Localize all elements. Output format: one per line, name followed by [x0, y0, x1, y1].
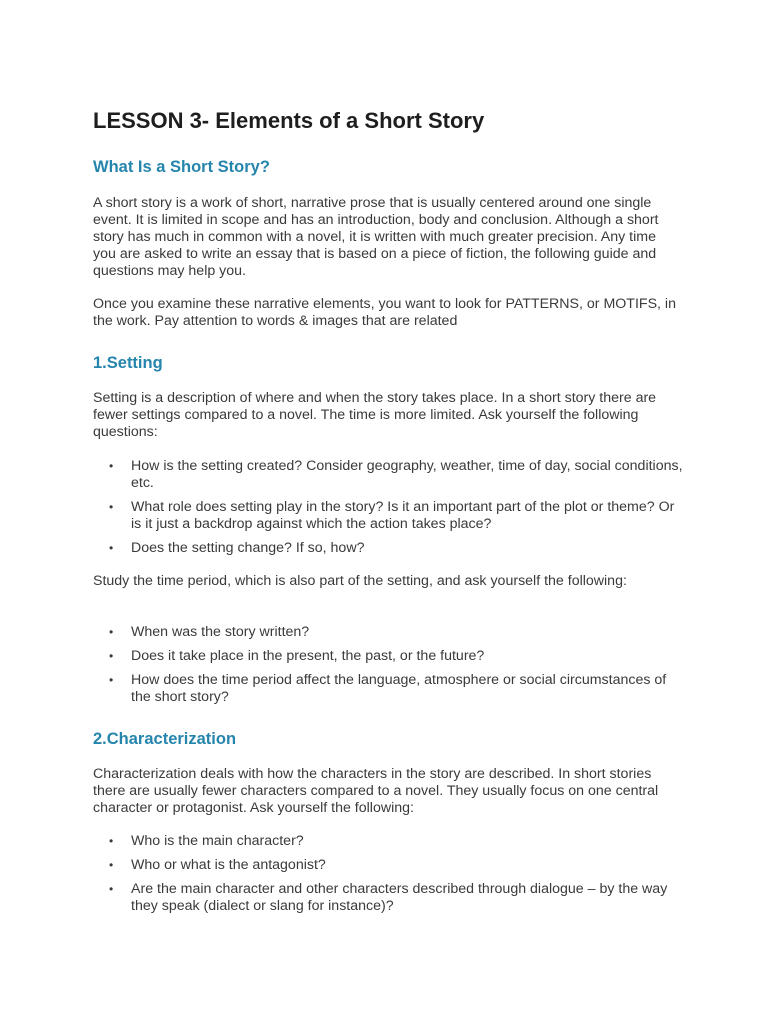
setting-paragraph-1: Setting is a description of where and when the story takes place. In a short story there are fewer settings compared to a novel. The time is more limited. Ask yourself the following questions: [93, 390, 657, 440]
section-heading-setting: 1.Setting [93, 354, 163, 372]
bullet-icon: • [109, 882, 114, 896]
list-item-text: How does the time period affect the language, atmosphere or social circumstances of the short story? [131, 672, 667, 705]
setting-questions-list [93, 458, 683, 564]
time-period-questions-list [93, 624, 683, 713]
lesson-title: LESSON 3- Elements of a Short Story [93, 108, 485, 133]
list-item [93, 624, 683, 641]
list-item-text: Does it take place in the present, the past, or the future? [131, 648, 485, 664]
list-item [93, 857, 683, 874]
list-item-text: Who is the main character? [131, 833, 304, 849]
list-item-text: How is the setting created? Consider geography, weather, time of day, social conditions, etc. [131, 458, 683, 491]
list-item [93, 499, 683, 533]
bullet-icon: • [109, 673, 114, 687]
list-item-text: Does the setting change? If so, how? [131, 540, 365, 556]
list-item-text: What role does setting play in the story? Is it an important part of the plot or theme? Or is it just a backdrop against which the action takes place? [131, 499, 675, 532]
section-heading-characterization: 2.Characterization [93, 730, 237, 748]
list-item-text: When was the story written? [131, 624, 310, 640]
characterization-questions-list [93, 833, 683, 922]
list-item-text: Are the main character and other characters described through dialogue – by the way they speak (dialect or slang for instance)? [131, 881, 668, 914]
list-item [93, 881, 683, 915]
bullet-icon: • [109, 858, 114, 872]
intro-paragraph-1: A short story is a work of short, narrative prose that is usually centered around one single event. It is limited in scope and has an introduction, body and conclusion. Although a short story has much in common with a novel, it is written with much greater precision. Any time you are asked to write an essay that is based on a piece of fiction, the following guide and questions may help you. [93, 195, 659, 279]
list-item [93, 833, 683, 850]
bullet-icon: • [109, 625, 114, 639]
bullet-icon: • [109, 500, 114, 514]
section-heading-what-is-short-story: What Is a Short Story? [93, 158, 270, 176]
list-item [93, 540, 683, 557]
list-item [93, 672, 683, 706]
bullet-icon: • [109, 459, 114, 473]
list-item [93, 458, 683, 492]
list-item-text: Who or what is the antagonist? [131, 857, 326, 873]
bullet-icon: • [109, 834, 114, 848]
intro-paragraph-2: Once you examine these narrative elements, you want to look for PATTERNS, or MOTIFS, in the work. Pay attention to words & images that are related [93, 296, 676, 329]
characterization-paragraph: Characterization deals with how the characters in the story are described. In short stories there are usually fewer characters compared to a novel. They usually focus on one central character or protagonist. Ask yourself the following: [93, 766, 659, 816]
list-item [93, 648, 683, 665]
setting-paragraph-2: Study the time period, which is also part of the setting, and ask yourself the following: [93, 573, 627, 589]
bullet-icon: • [109, 541, 114, 555]
bullet-icon: • [109, 649, 114, 663]
